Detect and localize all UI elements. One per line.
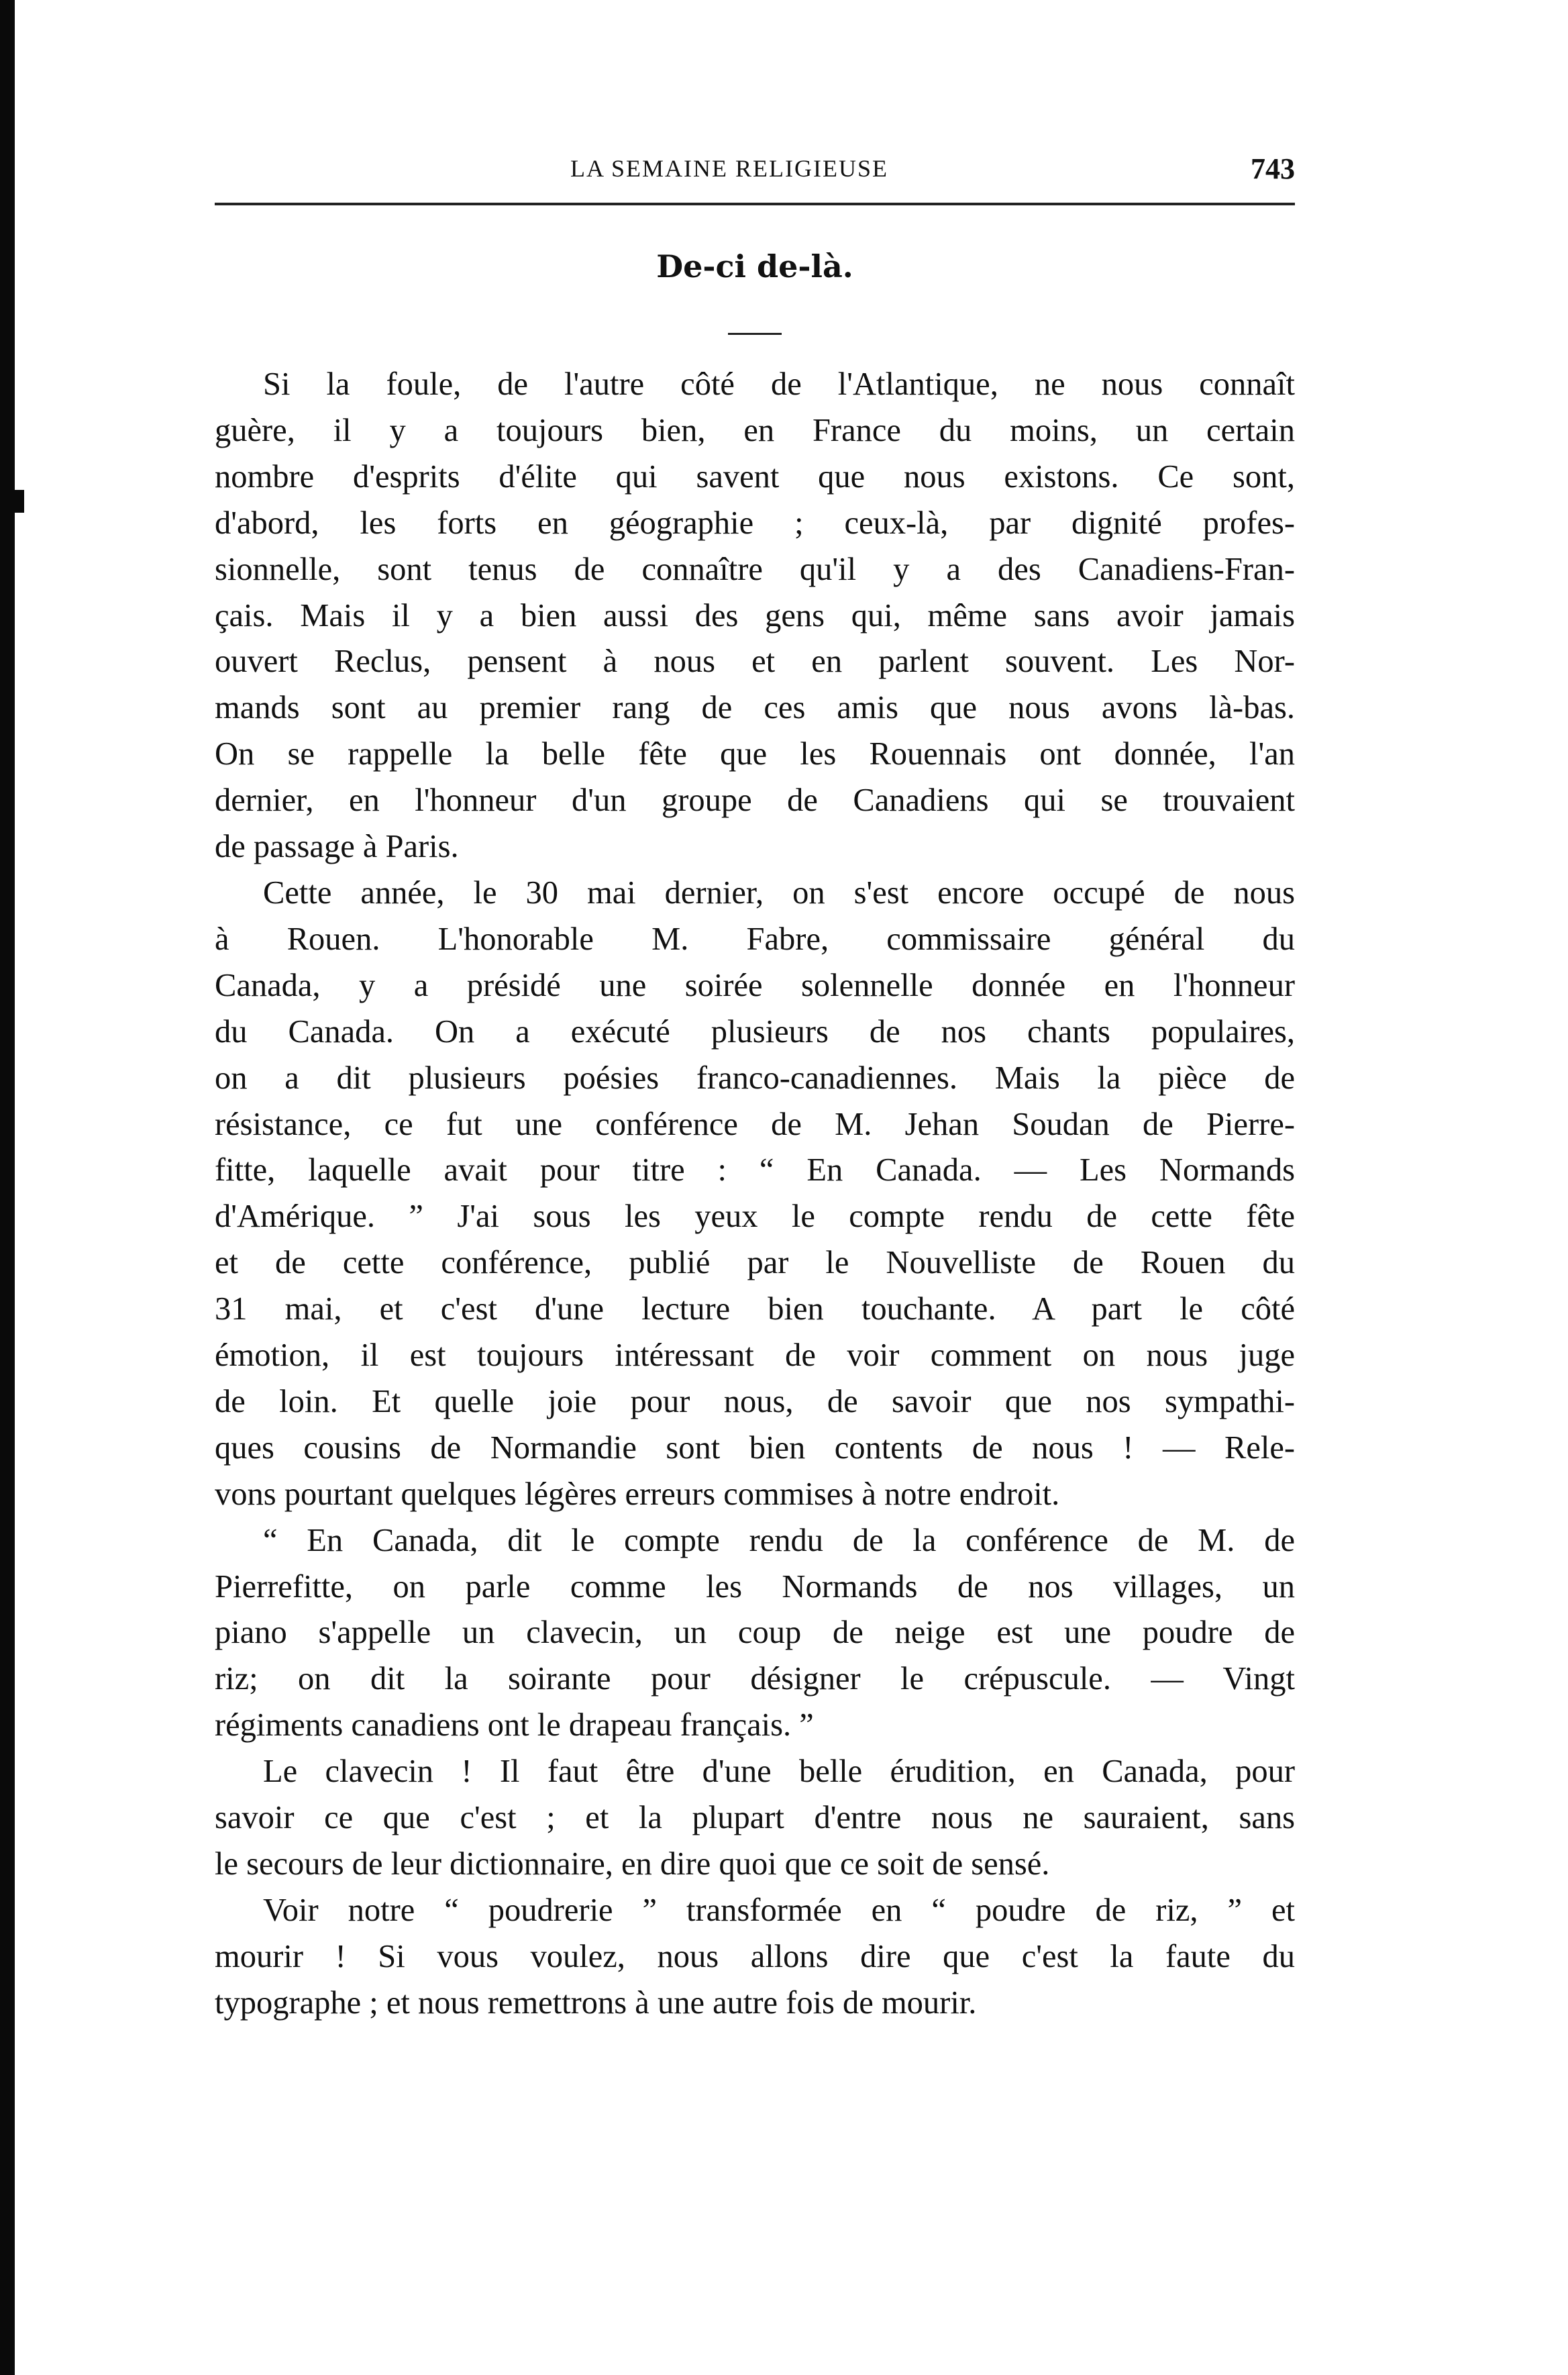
text-line: guère, il y a toujours bien, en France du moins, un certain: [215, 412, 1295, 448]
text-line: sionnelle, sont tenus de connaître qu'il y a des Canadiens-Fran-: [215, 551, 1295, 587]
text-line: ouvert Reclus, pensent à nous et en parlent souvent. Les Nor-: [215, 644, 1295, 680]
text-line: On se rappelle la belle fête que les Rouennais ont donnée, l'an: [215, 736, 1295, 772]
paragraph-4: [215, 1749, 1295, 1888]
text-line: 31 mai, et c'est d'une lecture bien touchante. A part le côté: [215, 1291, 1295, 1327]
text-line: le secours de leur dictionnaire, en dire quoi que ce soit de sensé.: [215, 1846, 1050, 1882]
text-line: de passage à Paris.: [215, 829, 459, 865]
text-line: fitte, laquelle avait pour titre : “ En Canada. — Les Normands: [215, 1152, 1295, 1189]
article-body: [215, 362, 1295, 2027]
text-line: riz; on dit la soirante pour désigner le crépuscule. — Vingt: [215, 1661, 1295, 1697]
text-line: savoir ce que c'est ; et la plupart d'entre nous ne sauraient, sans: [215, 1800, 1295, 1836]
paragraph-2: [215, 870, 1295, 1518]
scan-edge-mark: [15, 490, 24, 513]
text-line: du Canada. On a exécuté plusieurs de nos chants populaires,: [215, 1013, 1295, 1050]
paragraph-3: [215, 1518, 1295, 1750]
text-line: piano s'appelle un clavecin, un coup de neige est une poudre de: [215, 1615, 1295, 1651]
text-line: çais. Mais il y a bien aussi des gens qui, même sans avoir jamais: [215, 597, 1295, 634]
text-line: dernier, en l'honneur d'un groupe de Canadiens qui se trouvaient: [215, 782, 1295, 819]
paragraph-5: [215, 1888, 1295, 2027]
text-line: Le clavecin ! Il faut être d'une belle érudition, en Canada, pour: [263, 1754, 1295, 1790]
text-line: “ En Canada, dit le compte rendu de la conférence de M. de: [263, 1522, 1295, 1558]
section-divider: [728, 333, 782, 335]
text-line: d'Amérique. ” J'ai sous les yeux le compte rendu de cette fête: [215, 1199, 1295, 1235]
section-title: De-ci de-là.: [656, 248, 853, 285]
text-line: régiments canadiens ont le drapeau français. ”: [215, 1707, 814, 1744]
text-line: de loin. Et quelle joie pour nous, de savoir que nos sympathi-: [215, 1383, 1295, 1419]
text-line: résistance, ce fut une conférence de M. Jehan Soudan de Pierre-: [215, 1106, 1295, 1142]
text-line: ques cousins de Normandie sont bien contents de nous ! — Rele-: [215, 1429, 1295, 1466]
text-line: d'abord, les forts en géographie ; ceux-là, par dignité profes-: [215, 505, 1295, 541]
text-line: émotion, il est toujours intéressant de voir comment on nous juge: [215, 1337, 1295, 1374]
text-line: typographe ; et nous remettrons à une autre fois de mourir.: [215, 1984, 977, 2021]
running-head: [215, 154, 1295, 201]
text-line: mands sont au premier rang de ces amis que nous avons là-bas.: [215, 690, 1295, 726]
text-line: Pierrefitte, on parle comme les Normands de nos villages, un: [215, 1568, 1295, 1605]
paragraph-1: [215, 362, 1295, 870]
text-line: Cette année, le 30 mai dernier, on s'est encore occupé de nous: [263, 874, 1295, 911]
running-head-title: LA SEMAINE RELIGIEUSE: [570, 155, 888, 182]
scan-edge: [0, 0, 15, 2375]
page-number: 743: [1251, 152, 1295, 185]
page: [215, 154, 1295, 2027]
text-line: à Rouen. L'honorable M. Fabre, commissaire général du: [215, 921, 1295, 957]
text-line: Si la foule, de l'autre côté de l'Atlantique, ne nous connaît: [263, 366, 1295, 402]
text-line: on a dit plusieurs poésies franco-canadiennes. Mais la pièce de: [215, 1060, 1295, 1096]
text-line: mourir ! Si vous voulez, nous allons dire que c'est la faute du: [215, 1938, 1295, 1974]
text-line: Voir notre “ poudrerie ” transformée en “ poudre de riz, ” et: [263, 1892, 1295, 1928]
text-line: nombre d'esprits d'élite qui savent que nous existons. Ce sont,: [215, 458, 1295, 495]
text-line: Canada, y a présidé une soirée solennelle donnée en l'honneur: [215, 967, 1295, 1003]
text-line: et de cette conférence, publié par le Nouvelliste de Rouen du: [215, 1245, 1295, 1281]
text-line: vons pourtant quelques légères erreurs commises à notre endroit.: [215, 1476, 1060, 1512]
header-rule: [215, 203, 1295, 205]
